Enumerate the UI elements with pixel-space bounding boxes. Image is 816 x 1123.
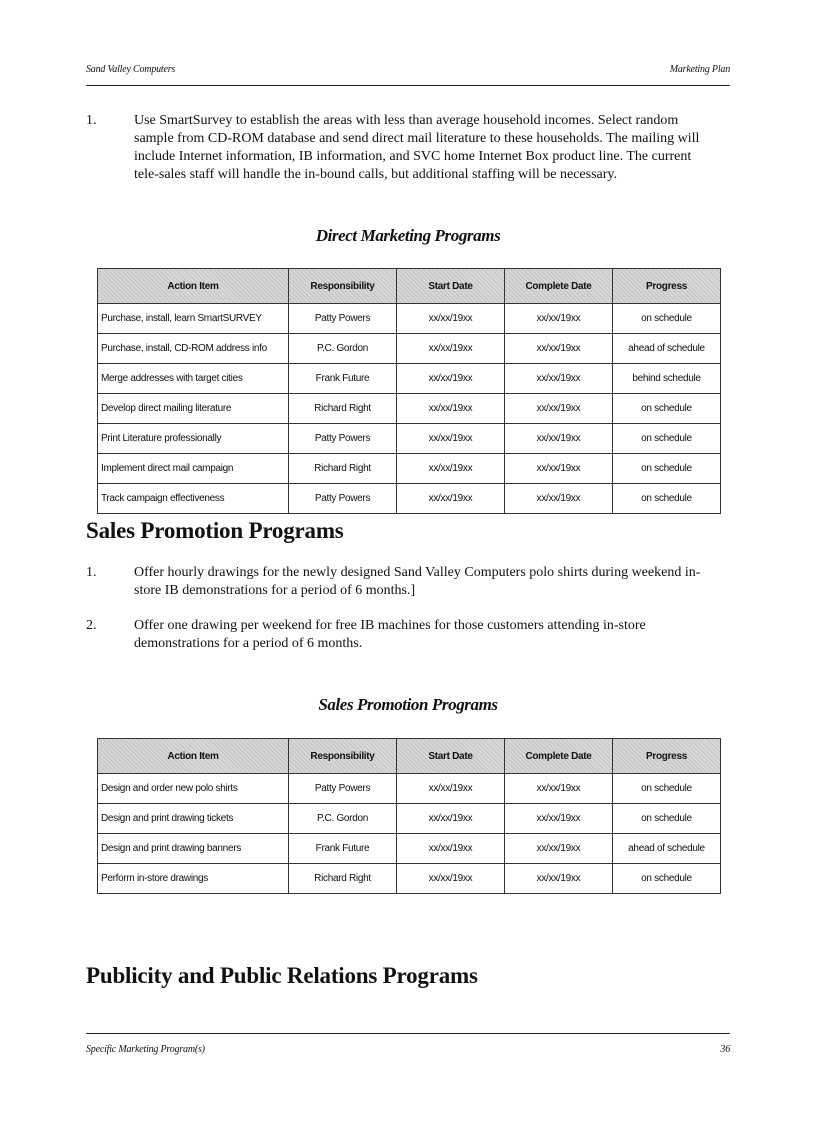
table-row <box>98 364 721 394</box>
responsibility-cell: Patty Powers <box>289 774 397 804</box>
table-row <box>98 774 721 804</box>
direct-marketing-table-title: Direct Marketing Programs <box>315 226 501 245</box>
direct-marketing-table <box>97 268 721 514</box>
action-item-cell: Print Literature professionally <box>98 424 289 454</box>
progress-cell: on schedule <box>613 484 721 514</box>
start-date-cell: xx/xx/19xx <box>397 334 505 364</box>
table-row <box>98 864 721 894</box>
list-item-number: 1. <box>86 565 97 580</box>
responsibility-cell: P.C. Gordon <box>289 804 397 834</box>
publicity-heading: Publicity and Public Relations Programs <box>86 963 478 988</box>
table-row <box>98 334 721 364</box>
complete-date-cell: xx/xx/19xx <box>505 484 613 514</box>
table-row <box>98 424 721 454</box>
progress-cell: on schedule <box>613 454 721 484</box>
list-item-text: Offer hourly drawings for the newly designed Sand Valley Computers polo shirts during weekend in-store IB demonstrations for a period of 6 months.] <box>134 565 701 598</box>
header-rule <box>86 85 730 86</box>
start-date-cell: xx/xx/19xx <box>397 394 505 424</box>
column-header-progress: Progress <box>613 739 721 774</box>
intro-list-item <box>86 112 716 184</box>
footer-page-number: 36 <box>720 1044 730 1055</box>
action-item-cell: Track campaign effectiveness <box>98 484 289 514</box>
responsibility-cell: Richard Right <box>289 394 397 424</box>
complete-date-cell: xx/xx/19xx <box>505 774 613 804</box>
responsibility-cell: Richard Right <box>289 864 397 894</box>
sales-promotion-table-title: Sales Promotion Programs <box>318 695 498 714</box>
table-row <box>98 804 721 834</box>
start-date-cell: xx/xx/19xx <box>397 424 505 454</box>
action-item-cell: Implement direct mail campaign <box>98 454 289 484</box>
responsibility-cell: Patty Powers <box>289 424 397 454</box>
table-header-row <box>98 739 721 774</box>
start-date-cell: xx/xx/19xx <box>397 804 505 834</box>
progress-cell: on schedule <box>613 864 721 894</box>
start-date-cell: xx/xx/19xx <box>397 864 505 894</box>
action-item-cell: Design and print drawing banners <box>98 834 289 864</box>
start-date-cell: xx/xx/19xx <box>397 834 505 864</box>
column-header-action-item: Action Item <box>98 269 289 304</box>
sales-promotion-list-item <box>86 564 716 600</box>
action-item-cell: Purchase, install, CD-ROM address info <box>98 334 289 364</box>
complete-date-cell: xx/xx/19xx <box>505 454 613 484</box>
complete-date-cell: xx/xx/19xx <box>505 394 613 424</box>
complete-date-cell: xx/xx/19xx <box>505 334 613 364</box>
column-header-start-date: Start Date <box>397 739 505 774</box>
table-row <box>98 304 721 334</box>
header-company-name: Sand Valley Computers <box>86 64 176 75</box>
complete-date-cell: xx/xx/19xx <box>505 804 613 834</box>
start-date-cell: xx/xx/19xx <box>397 364 505 394</box>
action-item-cell: Perform in-store drawings <box>98 864 289 894</box>
progress-cell: on schedule <box>613 804 721 834</box>
progress-cell: on schedule <box>613 304 721 334</box>
progress-cell: ahead of schedule <box>613 334 721 364</box>
responsibility-cell: P.C. Gordon <box>289 334 397 364</box>
column-header-responsibility: Responsibility <box>289 269 397 304</box>
table-row <box>98 454 721 484</box>
complete-date-cell: xx/xx/19xx <box>505 364 613 394</box>
sales-promotion-table <box>97 738 721 894</box>
sales-promotion-list-item <box>86 617 716 653</box>
column-header-start-date: Start Date <box>397 269 505 304</box>
list-item-number: 2. <box>86 618 97 633</box>
header-document-title: Marketing Plan <box>669 64 730 75</box>
column-header-complete-date: Complete Date <box>505 269 613 304</box>
action-item-cell: Design and print drawing tickets <box>98 804 289 834</box>
progress-cell: behind schedule <box>613 364 721 394</box>
action-item-cell: Design and order new polo shirts <box>98 774 289 804</box>
responsibility-cell: Richard Right <box>289 454 397 484</box>
progress-cell: on schedule <box>613 394 721 424</box>
complete-date-cell: xx/xx/19xx <box>505 424 613 454</box>
footer-rule <box>86 1033 730 1034</box>
progress-cell: ahead of schedule <box>613 834 721 864</box>
start-date-cell: xx/xx/19xx <box>397 454 505 484</box>
intro-item-text: Use SmartSurvey to establish the areas with less than average household incomes. Select random sample from CD-ROM database and send direct mail literature to these households. The mailing will include Internet information, IB information, and SVC home Internet Box product line. The current tele-sales staff will handle the in-bound calls, but additional staffing will be necessary. <box>134 113 700 182</box>
list-item-text: Offer one drawing per weekend for free IB machines for those customers attending in-store demonstrations for a period of 6 months. <box>134 618 646 651</box>
start-date-cell: xx/xx/19xx <box>397 484 505 514</box>
responsibility-cell: Frank Future <box>289 834 397 864</box>
action-item-cell: Merge addresses with target cities <box>98 364 289 394</box>
table-row <box>98 484 721 514</box>
table-row <box>98 394 721 424</box>
column-header-complete-date: Complete Date <box>505 739 613 774</box>
intro-item-number: 1. <box>86 113 97 128</box>
complete-date-cell: xx/xx/19xx <box>505 864 613 894</box>
table-header-row <box>98 269 721 304</box>
table-row <box>98 834 721 864</box>
column-header-action-item: Action Item <box>98 739 289 774</box>
progress-cell: on schedule <box>613 774 721 804</box>
responsibility-cell: Frank Future <box>289 364 397 394</box>
action-item-cell: Purchase, install, learn SmartSURVEY <box>98 304 289 334</box>
column-header-responsibility: Responsibility <box>289 739 397 774</box>
start-date-cell: xx/xx/19xx <box>397 774 505 804</box>
column-header-progress: Progress <box>613 269 721 304</box>
sales-promotion-heading: Sales Promotion Programs <box>86 518 344 543</box>
start-date-cell: xx/xx/19xx <box>397 304 505 334</box>
responsibility-cell: Patty Powers <box>289 304 397 334</box>
progress-cell: on schedule <box>613 424 721 454</box>
complete-date-cell: xx/xx/19xx <box>505 304 613 334</box>
footer-section-title: Specific Marketing Program(s) <box>86 1044 205 1055</box>
action-item-cell: Develop direct mailing literature <box>98 394 289 424</box>
responsibility-cell: Patty Powers <box>289 484 397 514</box>
complete-date-cell: xx/xx/19xx <box>505 834 613 864</box>
